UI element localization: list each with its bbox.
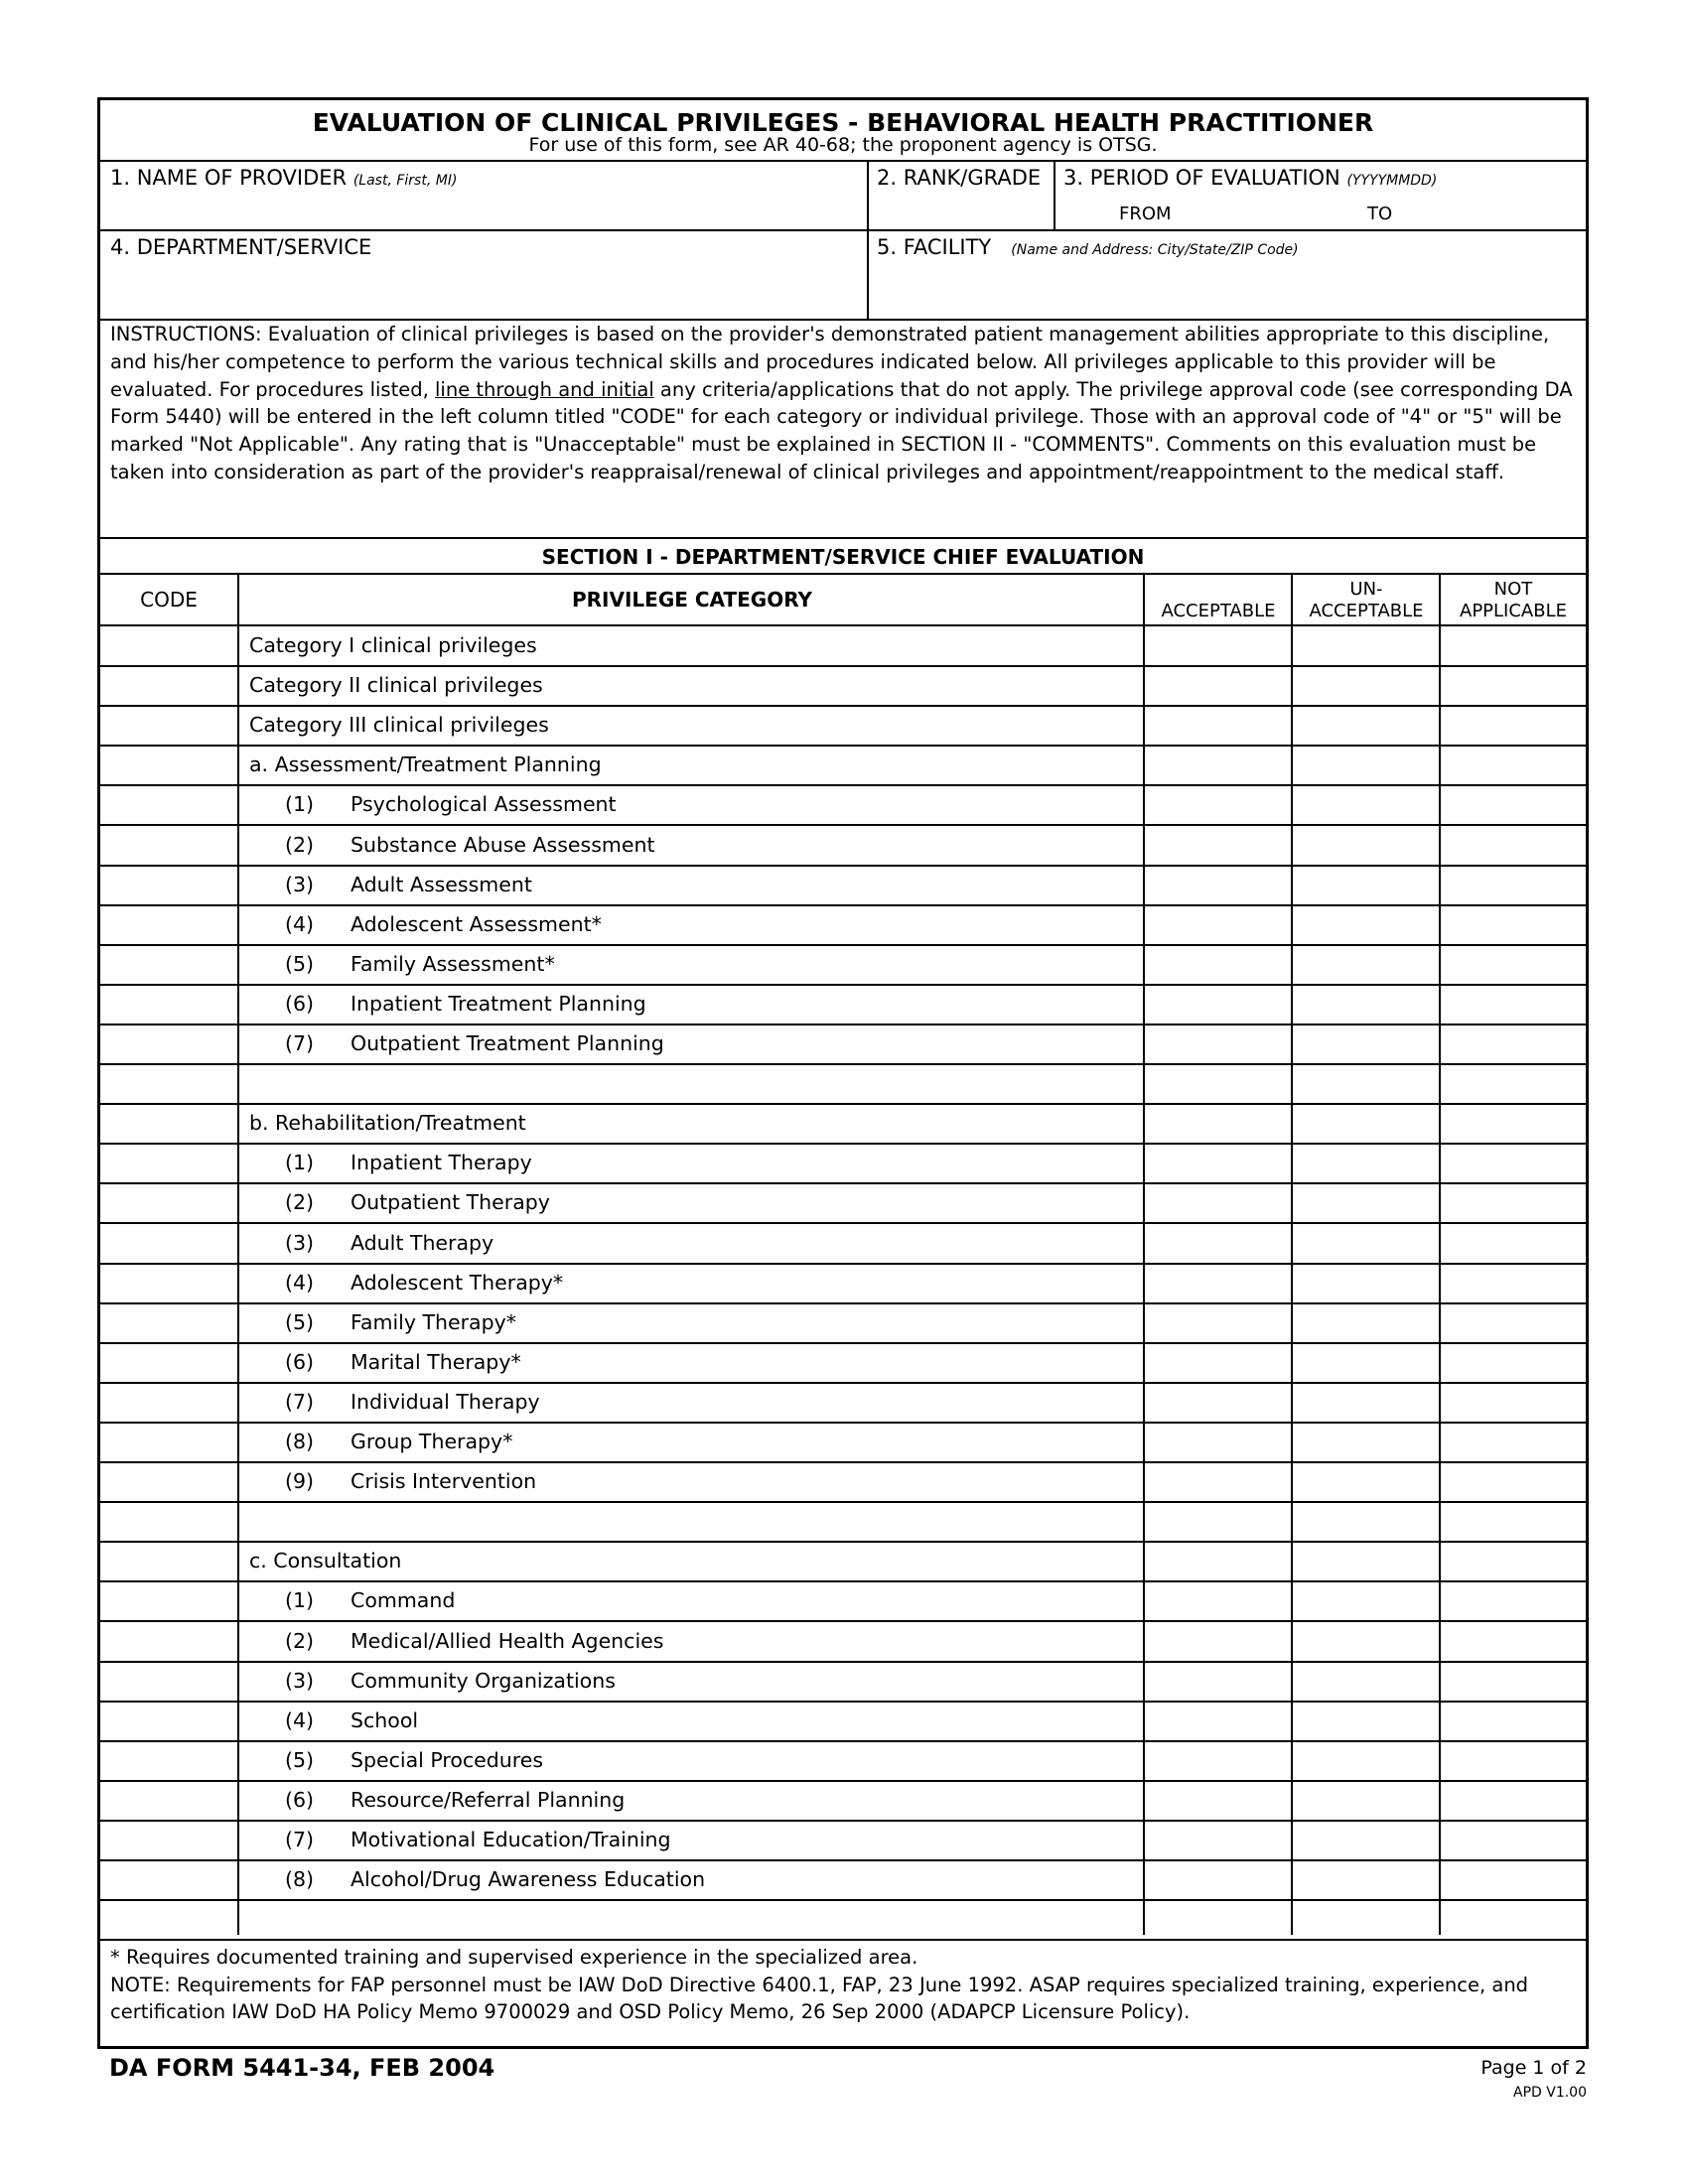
not-applicable-cell[interactable] (1441, 905, 1586, 945)
period-from-label: FROM (1119, 204, 1172, 224)
unacceptable-cell[interactable] (1293, 1662, 1439, 1702)
code-cell[interactable] (100, 1224, 237, 1264)
unacceptable-cell[interactable] (1293, 1502, 1439, 1542)
col-unacceptable-header: UN- ACCEPTABLE (1309, 579, 1424, 621)
not-applicable-cell[interactable] (1441, 1781, 1586, 1821)
table-row (100, 1542, 1586, 1581)
rank-grade-field[interactable] (869, 188, 1054, 227)
unacceptable-cell[interactable] (1293, 1581, 1439, 1621)
table-row (100, 626, 1586, 666)
code-cell[interactable] (100, 1423, 237, 1462)
not-applicable-cell[interactable] (1441, 985, 1586, 1024)
not-applicable-cell[interactable] (1441, 1542, 1586, 1581)
acceptable-cell[interactable] (1145, 1542, 1291, 1581)
item-number: (8) (285, 1430, 315, 1453)
code-cell[interactable] (100, 1702, 237, 1741)
code-cell[interactable] (100, 1741, 237, 1781)
privilege-label: Adolescent Assessment* (351, 911, 602, 936)
code-cell[interactable] (100, 666, 237, 706)
acceptable-cell[interactable] (1145, 1303, 1291, 1343)
table-row (100, 985, 1586, 1024)
privilege-label: Special Procedures (351, 1747, 544, 1772)
not-applicable-cell[interactable] (1441, 785, 1586, 825)
form-frame (97, 97, 1589, 2049)
col-acceptable-header: ACCEPTABLE (1161, 601, 1276, 621)
table-row (100, 1622, 1586, 1662)
row-divider (100, 1939, 1586, 1941)
table-row (100, 1303, 1586, 1343)
privilege-label: Inpatient Therapy (351, 1151, 532, 1175)
name-of-provider-label: 1. NAME OF PROVIDER (Last, First, MI) (110, 166, 458, 190)
table-row (100, 746, 1586, 785)
department-service-label: 4. DEPARTMENT/SERVICE (110, 235, 372, 259)
privilege-label: Crisis Intervention (351, 1469, 537, 1494)
privilege-label: Category I clinical privileges (249, 633, 537, 657)
unacceptable-cell[interactable] (1293, 905, 1439, 945)
not-applicable-cell[interactable] (1441, 1423, 1586, 1462)
code-cell[interactable] (100, 1581, 237, 1621)
not-applicable-cell[interactable] (1441, 1024, 1586, 1064)
footnote (110, 1944, 1580, 2026)
instructions-underlined: line through and initial (435, 377, 654, 401)
privilege-label: Group Therapy* (351, 1430, 513, 1453)
item-number: (8) (285, 1867, 315, 1892)
table-row (100, 1064, 1586, 1104)
item-number: (1) (285, 1588, 315, 1613)
not-applicable-cell[interactable] (1441, 1662, 1586, 1702)
not-applicable-cell[interactable] (1441, 1462, 1586, 1502)
privilege-label: Motivational Education/Training (351, 1828, 671, 1851)
item-number: (6) (285, 1787, 315, 1812)
table-row (100, 1104, 1586, 1144)
acceptable-cell[interactable] (1145, 866, 1291, 905)
unacceptable-cell[interactable] (1293, 1423, 1439, 1462)
not-applicable-cell[interactable] (1441, 1821, 1586, 1860)
code-cell[interactable] (100, 1542, 237, 1581)
privilege-label: Substance Abuse Assessment (351, 832, 655, 857)
item-number: (4) (285, 1270, 315, 1295)
acceptable-cell[interactable] (1145, 1741, 1291, 1781)
section-1-title: SECTION I - DEPARTMENT/SERVICE CHIEF EVALUATION (541, 545, 1145, 569)
not-applicable-cell[interactable] (1441, 1303, 1586, 1343)
acceptable-cell[interactable] (1145, 945, 1291, 985)
privilege-label: Individual Therapy (351, 1389, 540, 1414)
item-number: (4) (285, 911, 315, 936)
code-cell[interactable] (100, 1383, 237, 1423)
unacceptable-cell[interactable] (1293, 1144, 1439, 1183)
item-number: (1) (285, 1151, 315, 1175)
unacceptable-cell[interactable] (1293, 985, 1439, 1024)
code-cell[interactable] (100, 1860, 237, 1900)
not-applicable-cell[interactable] (1441, 706, 1586, 746)
not-applicable-cell[interactable] (1441, 1343, 1586, 1383)
acceptable-cell[interactable] (1145, 785, 1291, 825)
code-cell[interactable] (100, 1781, 237, 1821)
table-row (100, 945, 1586, 985)
acceptable-cell[interactable] (1145, 1781, 1291, 1821)
acceptable-cell[interactable] (1145, 1662, 1291, 1702)
acceptable-cell[interactable] (1145, 1104, 1291, 1144)
code-cell[interactable] (100, 1622, 237, 1662)
acceptable-cell[interactable] (1145, 1581, 1291, 1621)
privilege-label: School (351, 1707, 419, 1732)
unacceptable-cell[interactable] (1293, 1383, 1439, 1423)
not-applicable-cell[interactable] (1441, 866, 1586, 905)
code-cell[interactable] (100, 1024, 237, 1064)
table-row (100, 1781, 1586, 1821)
item-number: (2) (285, 1628, 315, 1653)
privilege-label: Marital Therapy* (351, 1349, 521, 1374)
privilege-label: Category III clinical privileges (249, 713, 549, 738)
code-cell[interactable] (100, 1303, 237, 1343)
period-to-label: TO (1367, 204, 1393, 224)
acceptable-cell[interactable] (1145, 666, 1291, 706)
facility-label: 5. FACILITY (Name and Address: City/State/ZIP Code) (877, 235, 1299, 259)
table-row (100, 1224, 1586, 1264)
not-applicable-cell[interactable] (1441, 1900, 1586, 1940)
col-not-applicable-header: NOT APPLICABLE (1460, 579, 1567, 621)
acceptable-cell[interactable] (1145, 1264, 1291, 1303)
code-cell[interactable] (100, 1821, 237, 1860)
item-number: (5) (285, 1747, 315, 1772)
table-row (100, 1264, 1586, 1303)
table-row (100, 1024, 1586, 1064)
not-applicable-cell[interactable] (1441, 1860, 1586, 1900)
item-number: (7) (285, 1031, 315, 1055)
item-number: (3) (285, 1668, 315, 1693)
privilege-label: Outpatient Treatment Planning (351, 1031, 664, 1055)
unacceptable-cell[interactable] (1293, 626, 1439, 666)
page-number: Page 1 of 2 (1480, 2057, 1587, 2079)
privilege-label: Adult Therapy (351, 1230, 494, 1255)
form-id: DA FORM 5441-34, FEB 2004 (109, 2054, 495, 2082)
acceptable-cell[interactable] (1145, 706, 1291, 746)
item-number: (2) (285, 1190, 315, 1215)
unacceptable-cell[interactable] (1293, 945, 1439, 985)
acceptable-cell[interactable] (1145, 1821, 1291, 1860)
privilege-label: Command (351, 1588, 456, 1613)
table-row (100, 785, 1586, 825)
code-cell[interactable] (100, 1662, 237, 1702)
code-cell[interactable] (100, 1264, 237, 1303)
acceptable-cell[interactable] (1145, 1224, 1291, 1264)
acceptable-cell[interactable] (1145, 985, 1291, 1024)
table-row (100, 1581, 1586, 1621)
unacceptable-cell[interactable] (1293, 1183, 1439, 1223)
item-number: (5) (285, 951, 315, 976)
unacceptable-cell[interactable] (1293, 666, 1439, 706)
period-of-evaluation-label: 3. PERIOD OF EVALUATION (YYYYMMDD) (1063, 166, 1438, 190)
code-cell[interactable] (100, 985, 237, 1024)
not-applicable-cell[interactable] (1441, 746, 1586, 785)
privilege-label: Psychological Assessment (351, 792, 617, 817)
item-number: (3) (285, 872, 315, 896)
item-number: (2) (285, 832, 315, 857)
not-applicable-cell[interactable] (1441, 1581, 1586, 1621)
item-number: (5) (285, 1309, 315, 1334)
item-number: (3) (285, 1230, 315, 1255)
unacceptable-cell[interactable] (1293, 1622, 1439, 1662)
unacceptable-cell[interactable] (1293, 1064, 1439, 1104)
code-cell[interactable] (100, 706, 237, 746)
code-cell[interactable] (100, 1900, 237, 1940)
code-cell[interactable] (100, 1183, 237, 1223)
table-row (100, 1741, 1586, 1781)
acceptable-cell[interactable] (1145, 1144, 1291, 1183)
privilege-label: a. Assessment/Treatment Planning (249, 752, 602, 777)
unacceptable-cell[interactable] (1293, 1462, 1439, 1502)
acceptable-cell[interactable] (1145, 1064, 1291, 1104)
col-privilege-category-header: PRIVILEGE CATEGORY (572, 588, 812, 612)
department-service-field[interactable] (100, 259, 867, 317)
not-applicable-cell[interactable] (1441, 826, 1586, 866)
code-cell[interactable] (100, 1064, 237, 1104)
acceptable-cell[interactable] (1145, 1423, 1291, 1462)
privilege-label: Category II clinical privileges (249, 673, 543, 698)
privilege-label: c. Consultation (249, 1549, 402, 1573)
code-cell[interactable] (100, 785, 237, 825)
privilege-label: Outpatient Therapy (351, 1190, 550, 1215)
code-cell[interactable] (100, 905, 237, 945)
not-applicable-cell[interactable] (1441, 1383, 1586, 1423)
code-cell[interactable] (100, 1343, 237, 1383)
unacceptable-cell[interactable] (1293, 706, 1439, 746)
privilege-label: Community Organizations (351, 1668, 616, 1693)
not-applicable-cell[interactable] (1441, 666, 1586, 706)
code-cell[interactable] (100, 826, 237, 866)
item-number: (4) (285, 1707, 315, 1732)
facility-field[interactable] (869, 259, 1586, 317)
table-row (100, 866, 1586, 905)
code-cell[interactable] (100, 746, 237, 785)
acceptable-cell[interactable] (1145, 626, 1291, 666)
unacceptable-cell[interactable] (1293, 746, 1439, 785)
acceptable-cell[interactable] (1145, 1702, 1291, 1741)
table-row (100, 1821, 1586, 1860)
code-cell[interactable] (100, 866, 237, 905)
unacceptable-cell[interactable] (1293, 1781, 1439, 1821)
not-applicable-cell[interactable] (1441, 1104, 1586, 1144)
name-of-provider-field[interactable] (100, 188, 867, 227)
acceptable-cell[interactable] (1145, 1024, 1291, 1064)
form-version: APD V1.00 (1513, 2085, 1587, 2101)
table-row (100, 706, 1586, 746)
not-applicable-cell[interactable] (1441, 626, 1586, 666)
acceptable-cell[interactable] (1145, 746, 1291, 785)
table-row (100, 1383, 1586, 1423)
not-applicable-cell[interactable] (1441, 1502, 1586, 1542)
unacceptable-cell[interactable] (1293, 1104, 1439, 1144)
table-row (100, 1662, 1586, 1702)
item-number: (6) (285, 1349, 315, 1374)
code-cell[interactable] (100, 945, 237, 985)
item-number: (7) (285, 1828, 315, 1851)
unacceptable-cell[interactable] (1293, 866, 1439, 905)
unacceptable-cell[interactable] (1293, 1264, 1439, 1303)
footnote-line-1: * Requires documented training and supervised experience in the specialized area. (110, 1946, 918, 1969)
privilege-label: Resource/Referral Planning (351, 1787, 626, 1812)
unacceptable-cell[interactable] (1293, 1900, 1439, 1940)
period-to-field[interactable] (1401, 200, 1580, 227)
unacceptable-cell[interactable] (1293, 785, 1439, 825)
unacceptable-cell[interactable] (1293, 1303, 1439, 1343)
unacceptable-cell[interactable] (1293, 1860, 1439, 1900)
col-code-header: CODE (140, 588, 198, 612)
table-row (100, 1462, 1586, 1502)
table-row (100, 1144, 1586, 1183)
privilege-label: Alcohol/Drug Awareness Education (351, 1867, 706, 1892)
acceptable-cell[interactable] (1145, 1622, 1291, 1662)
not-applicable-cell[interactable] (1441, 1264, 1586, 1303)
unacceptable-cell[interactable] (1293, 826, 1439, 866)
not-applicable-cell[interactable] (1441, 1224, 1586, 1264)
table-row (100, 1423, 1586, 1462)
acceptable-cell[interactable] (1145, 826, 1291, 866)
privilege-label: Inpatient Treatment Planning (351, 991, 646, 1016)
privilege-label: Family Therapy* (351, 1309, 516, 1334)
not-applicable-cell[interactable] (1441, 1064, 1586, 1104)
acceptable-cell[interactable] (1145, 1900, 1291, 1940)
unacceptable-cell[interactable] (1293, 1024, 1439, 1064)
table-row (100, 1860, 1586, 1900)
not-applicable-cell[interactable] (1441, 945, 1586, 985)
not-applicable-cell[interactable] (1441, 1622, 1586, 1662)
code-cell[interactable] (100, 1462, 237, 1502)
item-number: (6) (285, 991, 315, 1016)
item-number: (7) (285, 1389, 315, 1414)
privilege-label: b. Rehabilitation/Treatment (249, 1111, 526, 1136)
unacceptable-cell[interactable] (1293, 1821, 1439, 1860)
table-row (100, 1702, 1586, 1741)
table-row (100, 826, 1586, 866)
not-applicable-cell[interactable] (1441, 1702, 1586, 1741)
unacceptable-cell[interactable] (1293, 1343, 1439, 1383)
unacceptable-cell[interactable] (1293, 1702, 1439, 1741)
item-number: (1) (285, 792, 315, 817)
code-cell[interactable] (100, 626, 237, 666)
footnote-note: NOTE: Requirements for FAP personnel must be IAW DoD Directive 6400.1, FAP, 23 June 1992. ASAP requires specialized training, experience, and certification IAW DoD HA Policy Memo 9700029 and OSD Policy Memo, 26 Sep 2000 (ADAPCP Licensure Policy). (110, 1973, 1529, 2023)
not-applicable-cell[interactable] (1441, 1741, 1586, 1781)
unacceptable-cell[interactable] (1293, 1542, 1439, 1581)
table-row (100, 1183, 1586, 1223)
table-row (100, 1900, 1586, 1940)
rank-grade-label: 2. RANK/GRADE (877, 166, 1042, 190)
privilege-label: Adolescent Therapy* (351, 1270, 564, 1295)
privilege-label: Family Assessment* (351, 951, 555, 976)
privilege-label: Adult Assessment (351, 872, 532, 896)
not-applicable-cell[interactable] (1441, 1144, 1586, 1183)
acceptable-cell[interactable] (1145, 1502, 1291, 1542)
privilege-label: Medical/Allied Health Agencies (351, 1628, 664, 1653)
table-row (100, 905, 1586, 945)
unacceptable-cell[interactable] (1293, 1224, 1439, 1264)
acceptable-cell[interactable] (1145, 905, 1291, 945)
acceptable-cell[interactable] (1145, 1343, 1291, 1383)
code-cell[interactable] (100, 1104, 237, 1144)
code-cell[interactable] (100, 1144, 237, 1183)
instructions-text: INSTRUCTIONS: Evaluation of clinical privileges is based on the provider's demonstrated patient management abilities appropriate to this discipline, and his/her competence to perform the various technical skills and procedures indicated below. All privileges applicable to this provider will be evaluated. For procedures listed, line through and initial any criteria/applications that do not apply. The privilege approval code (see corresponding DA Form 5440) will be entered in the left column titled "CODE" for each category or individual privilege. Those with an approval code of "4" or "5" will be marked "Not Applicable". Any rating that is "Unacceptable" must be explained in SECTION II - "COMMENTS". Comments on this evaluation must be taken into consideration as part of the provider's reappraisal/renewal of clinical privileges and appointment/reappointment to the medical staff. (110, 323, 1573, 483)
item-number: (9) (285, 1469, 315, 1494)
not-applicable-cell[interactable] (1441, 1183, 1586, 1223)
acceptable-cell[interactable] (1145, 1183, 1291, 1223)
code-cell[interactable] (100, 1502, 237, 1542)
acceptable-cell[interactable] (1145, 1383, 1291, 1423)
table-row (100, 1502, 1586, 1542)
form-title: EVALUATION OF CLINICAL PRIVILEGES - BEHAVIORAL HEALTH PRACTITIONER (312, 108, 1374, 137)
acceptable-cell[interactable] (1145, 1462, 1291, 1502)
unacceptable-cell[interactable] (1293, 1741, 1439, 1781)
table-row (100, 1343, 1586, 1383)
acceptable-cell[interactable] (1145, 1860, 1291, 1900)
period-from-field[interactable] (1168, 200, 1307, 227)
table-row (100, 666, 1586, 706)
form-subtitle: For use of this form, see AR 40-68; the proponent agency is OTSG. (528, 134, 1158, 156)
